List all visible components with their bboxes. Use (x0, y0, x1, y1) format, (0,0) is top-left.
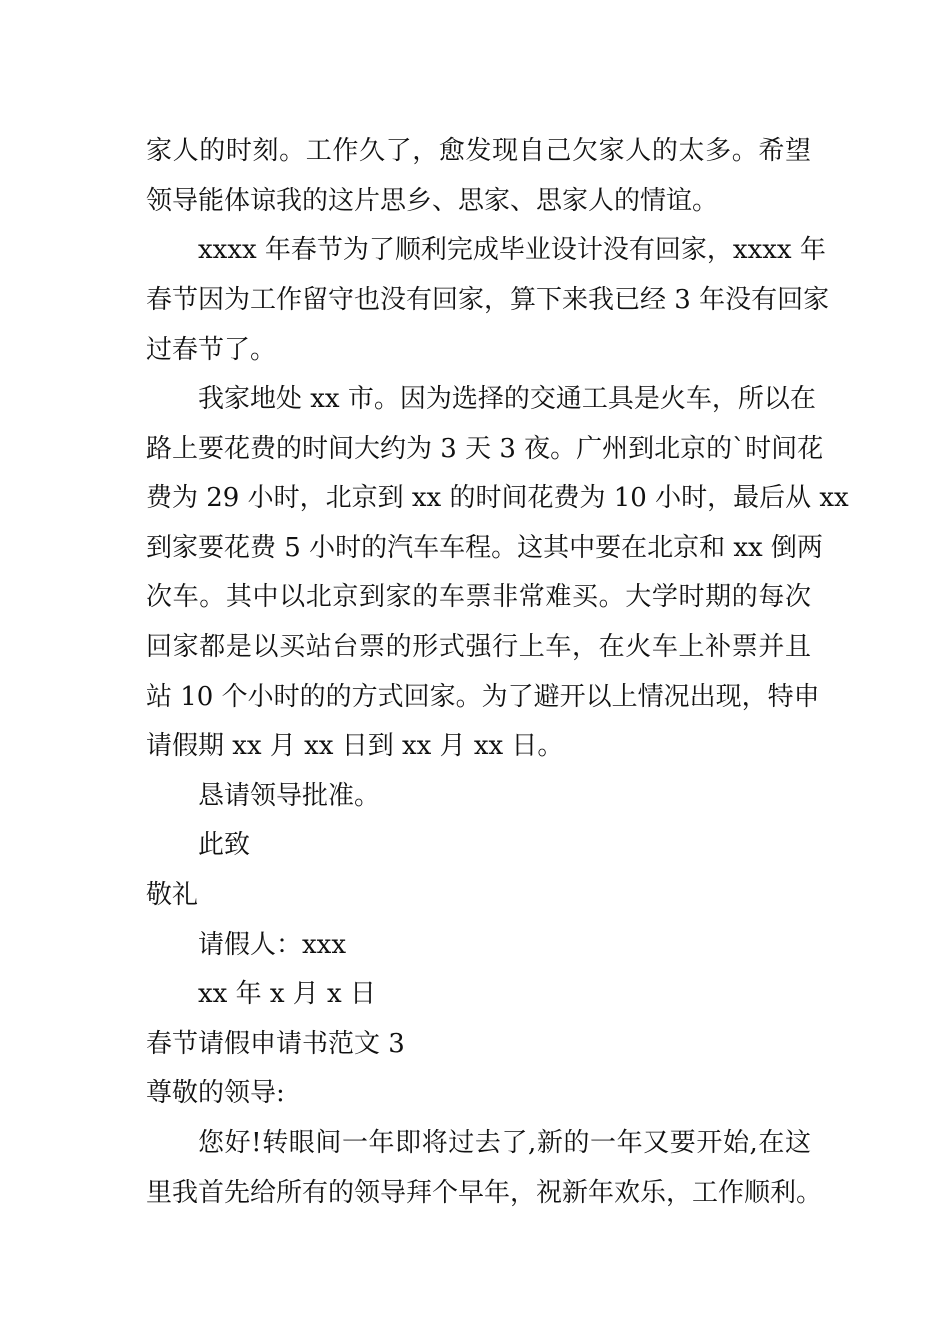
text-line: 家人的时刻。工作久了，愈发现自己欠家人的太多。希望 (146, 136, 811, 166)
text-line: 次车。其中以北京到家的车票非常难买。大学时期的每次 (146, 582, 811, 612)
section-heading: 春节请假申请书范文 3 (146, 1029, 405, 1059)
text-line: 您好!转眼间一年即将过去了,新的一年又要开始,在这 (198, 1128, 811, 1158)
signature-applicant: 请假人：xxx (198, 930, 346, 960)
text-line: 请假期 xx 月 xx 日到 xx 月 xx 日。 (146, 731, 564, 761)
text-line: 回家都是以买站台票的形式强行上车，在火车上补票并且 (146, 632, 811, 662)
text-line: 我家地处 xx 市。因为选择的交通工具是火车，所以在 (198, 384, 816, 414)
text-line: 到家要花费 5 小时的汽车车程。这其中要在北京和 xx 倒两 (146, 533, 823, 563)
salutation: 敬礼 (146, 880, 199, 910)
text-line: 站 10 个小时的的方式回家。为了避开以上情况出现，特申 (146, 682, 820, 712)
text-line: 领导能体谅我的这片思乡、思家、思家人的情谊。 (146, 186, 719, 216)
text-line: 恳请领导批准。 (198, 781, 381, 811)
letter-greeting: 尊敬的领导: (146, 1078, 285, 1108)
text-line: 过春节了。 (146, 335, 277, 365)
closing-phrase: 此致 (198, 830, 251, 860)
text-line: 春节因为工作留守也没有回家，算下来我已经 3 年没有回家 (146, 285, 830, 315)
text-line: 里我首先给所有的领导拜个早年，祝新年欢乐，工作顺利。 (146, 1178, 823, 1208)
text-line: 路上要花费的时间大约为 3 天 3 夜。广州到北京的`时间花 (146, 434, 824, 464)
text-line: 费为 29 小时，北京到 xx 的时间花费为 10 小时，最后从 xx (146, 483, 849, 513)
signature-date: xx 年 x 月 x 日 (198, 979, 376, 1009)
text-line: xxxx 年春节为了顺利完成毕业设计没有回家，xxxx 年 (198, 235, 826, 265)
